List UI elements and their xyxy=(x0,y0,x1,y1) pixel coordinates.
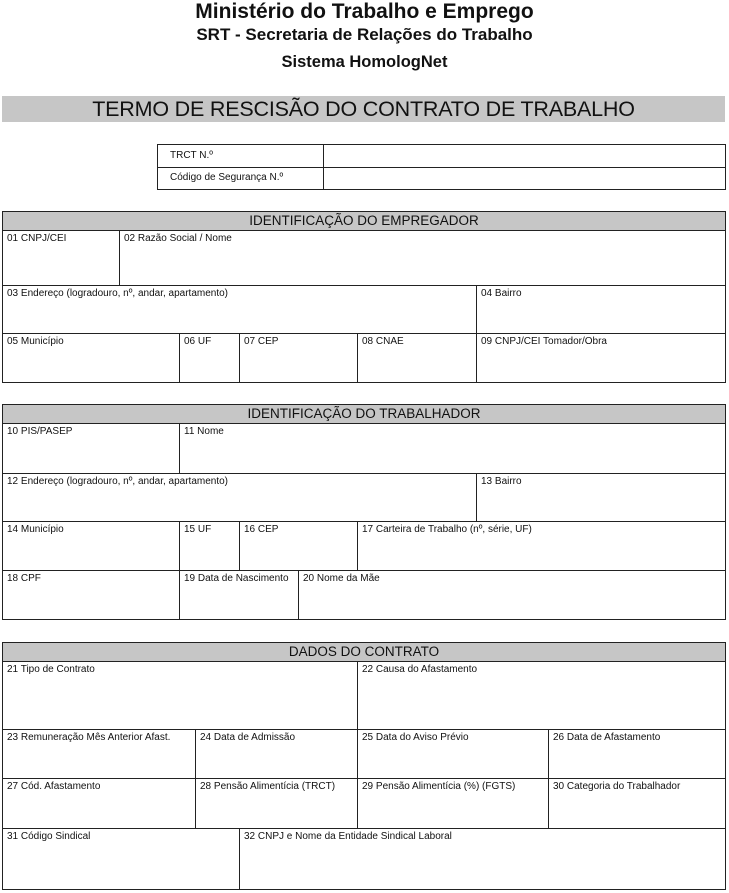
document-title: TERMO DE RESCISÃO DO CONTRATO DE TRABALHO xyxy=(2,96,725,122)
field-endereco-empregador[interactable]: 03 Endereço (logradouro, nº, andar, apartamento) xyxy=(3,286,477,334)
field-municipio-empregador[interactable]: 05 Município xyxy=(3,334,180,382)
field-codigo-sindical[interactable]: 31 Código Sindical xyxy=(3,829,240,889)
field-data-afastamento[interactable]: 26 Data de Afastamento xyxy=(549,730,725,779)
field-nome-trabalhador[interactable]: 11 Nome xyxy=(180,424,725,474)
trct-security-row xyxy=(158,167,725,189)
trct-number-label: TRCT N.º xyxy=(158,145,324,167)
field-endereco-trabalhador[interactable]: 12 Endereço (logradouro, nº, andar, apartamento) xyxy=(3,474,477,522)
field-cod-afastamento[interactable]: 27 Cód. Afastamento xyxy=(3,779,196,829)
field-bairro-empregador[interactable]: 04 Bairro xyxy=(477,286,725,334)
security-code-field[interactable] xyxy=(324,167,725,189)
field-cnpj-cei[interactable]: 01 CNPJ/CEI xyxy=(3,231,120,286)
field-pensao-trct[interactable]: 28 Pensão Alimentícia (TRCT) xyxy=(196,779,358,829)
contract-section-title: DADOS DO CONTRATO xyxy=(3,643,725,662)
field-uf-empregador[interactable]: 06 UF xyxy=(180,334,240,382)
employer-section-title: IDENTIFICAÇÃO DO EMPREGADOR xyxy=(3,212,725,231)
field-cep-trabalhador[interactable]: 16 CEP xyxy=(240,522,358,571)
worker-section-title: IDENTIFICAÇÃO DO TRABALHADOR xyxy=(3,405,725,424)
field-bairro-trabalhador[interactable]: 13 Bairro xyxy=(477,474,725,522)
field-pis-pasep[interactable]: 10 PIS/PASEP xyxy=(3,424,180,474)
field-carteira-trabalho[interactable]: 17 Carteira de Trabalho (nº, série, UF) xyxy=(358,522,725,571)
field-nome-mae[interactable]: 20 Nome da Mãe xyxy=(303,573,380,584)
field-uf-trabalhador[interactable]: 15 UF xyxy=(180,522,240,571)
field-cnpj-tomador[interactable]: 09 CNPJ/CEI Tomador/Obra xyxy=(481,336,607,347)
field-cep-empregador[interactable]: 07 CEP xyxy=(240,334,358,382)
trct-number-row xyxy=(158,145,725,168)
contract-section xyxy=(2,642,726,890)
field-cnae[interactable]: 08 CNAE xyxy=(358,334,477,382)
field-tipo-contrato[interactable]: 21 Tipo de Contrato xyxy=(3,662,358,730)
field-data-nascimento[interactable]: 19 Data de Nascimento xyxy=(180,571,299,619)
system-title: Sistema HomologNet xyxy=(281,53,448,71)
employer-section xyxy=(2,211,726,383)
field-razao-social[interactable]: 02 Razão Social / Nome xyxy=(120,231,725,286)
field-entidade-sindical[interactable]: 32 CNPJ e Nome da Entidade Sindical Laboral xyxy=(244,831,452,842)
trct-box xyxy=(157,144,726,190)
field-municipio-trabalhador[interactable]: 14 Município xyxy=(3,522,180,571)
field-cpf[interactable]: 18 CPF xyxy=(3,571,180,619)
field-data-admissao[interactable]: 24 Data de Admissão xyxy=(196,730,358,779)
security-code-label: Código de Segurança N.º xyxy=(158,167,324,189)
ministry-title: Ministério do Trabalho e Emprego xyxy=(195,0,534,23)
secretariat-title: SRT - Secretaria de Relações do Trabalho xyxy=(196,25,533,44)
worker-section xyxy=(2,404,726,620)
field-causa-afastamento[interactable]: 22 Causa do Afastamento xyxy=(358,662,725,730)
field-data-aviso-previo[interactable]: 25 Data do Aviso Prévio xyxy=(358,730,549,779)
field-remuneracao[interactable]: 23 Remuneração Mês Anterior Afast. xyxy=(3,730,196,779)
field-categoria-trabalhador[interactable]: 30 Categoria do Trabalhador xyxy=(549,779,725,829)
trct-number-field[interactable] xyxy=(324,145,725,167)
field-pensao-fgts[interactable]: 29 Pensão Alimentícia (%) (FGTS) xyxy=(358,779,549,829)
